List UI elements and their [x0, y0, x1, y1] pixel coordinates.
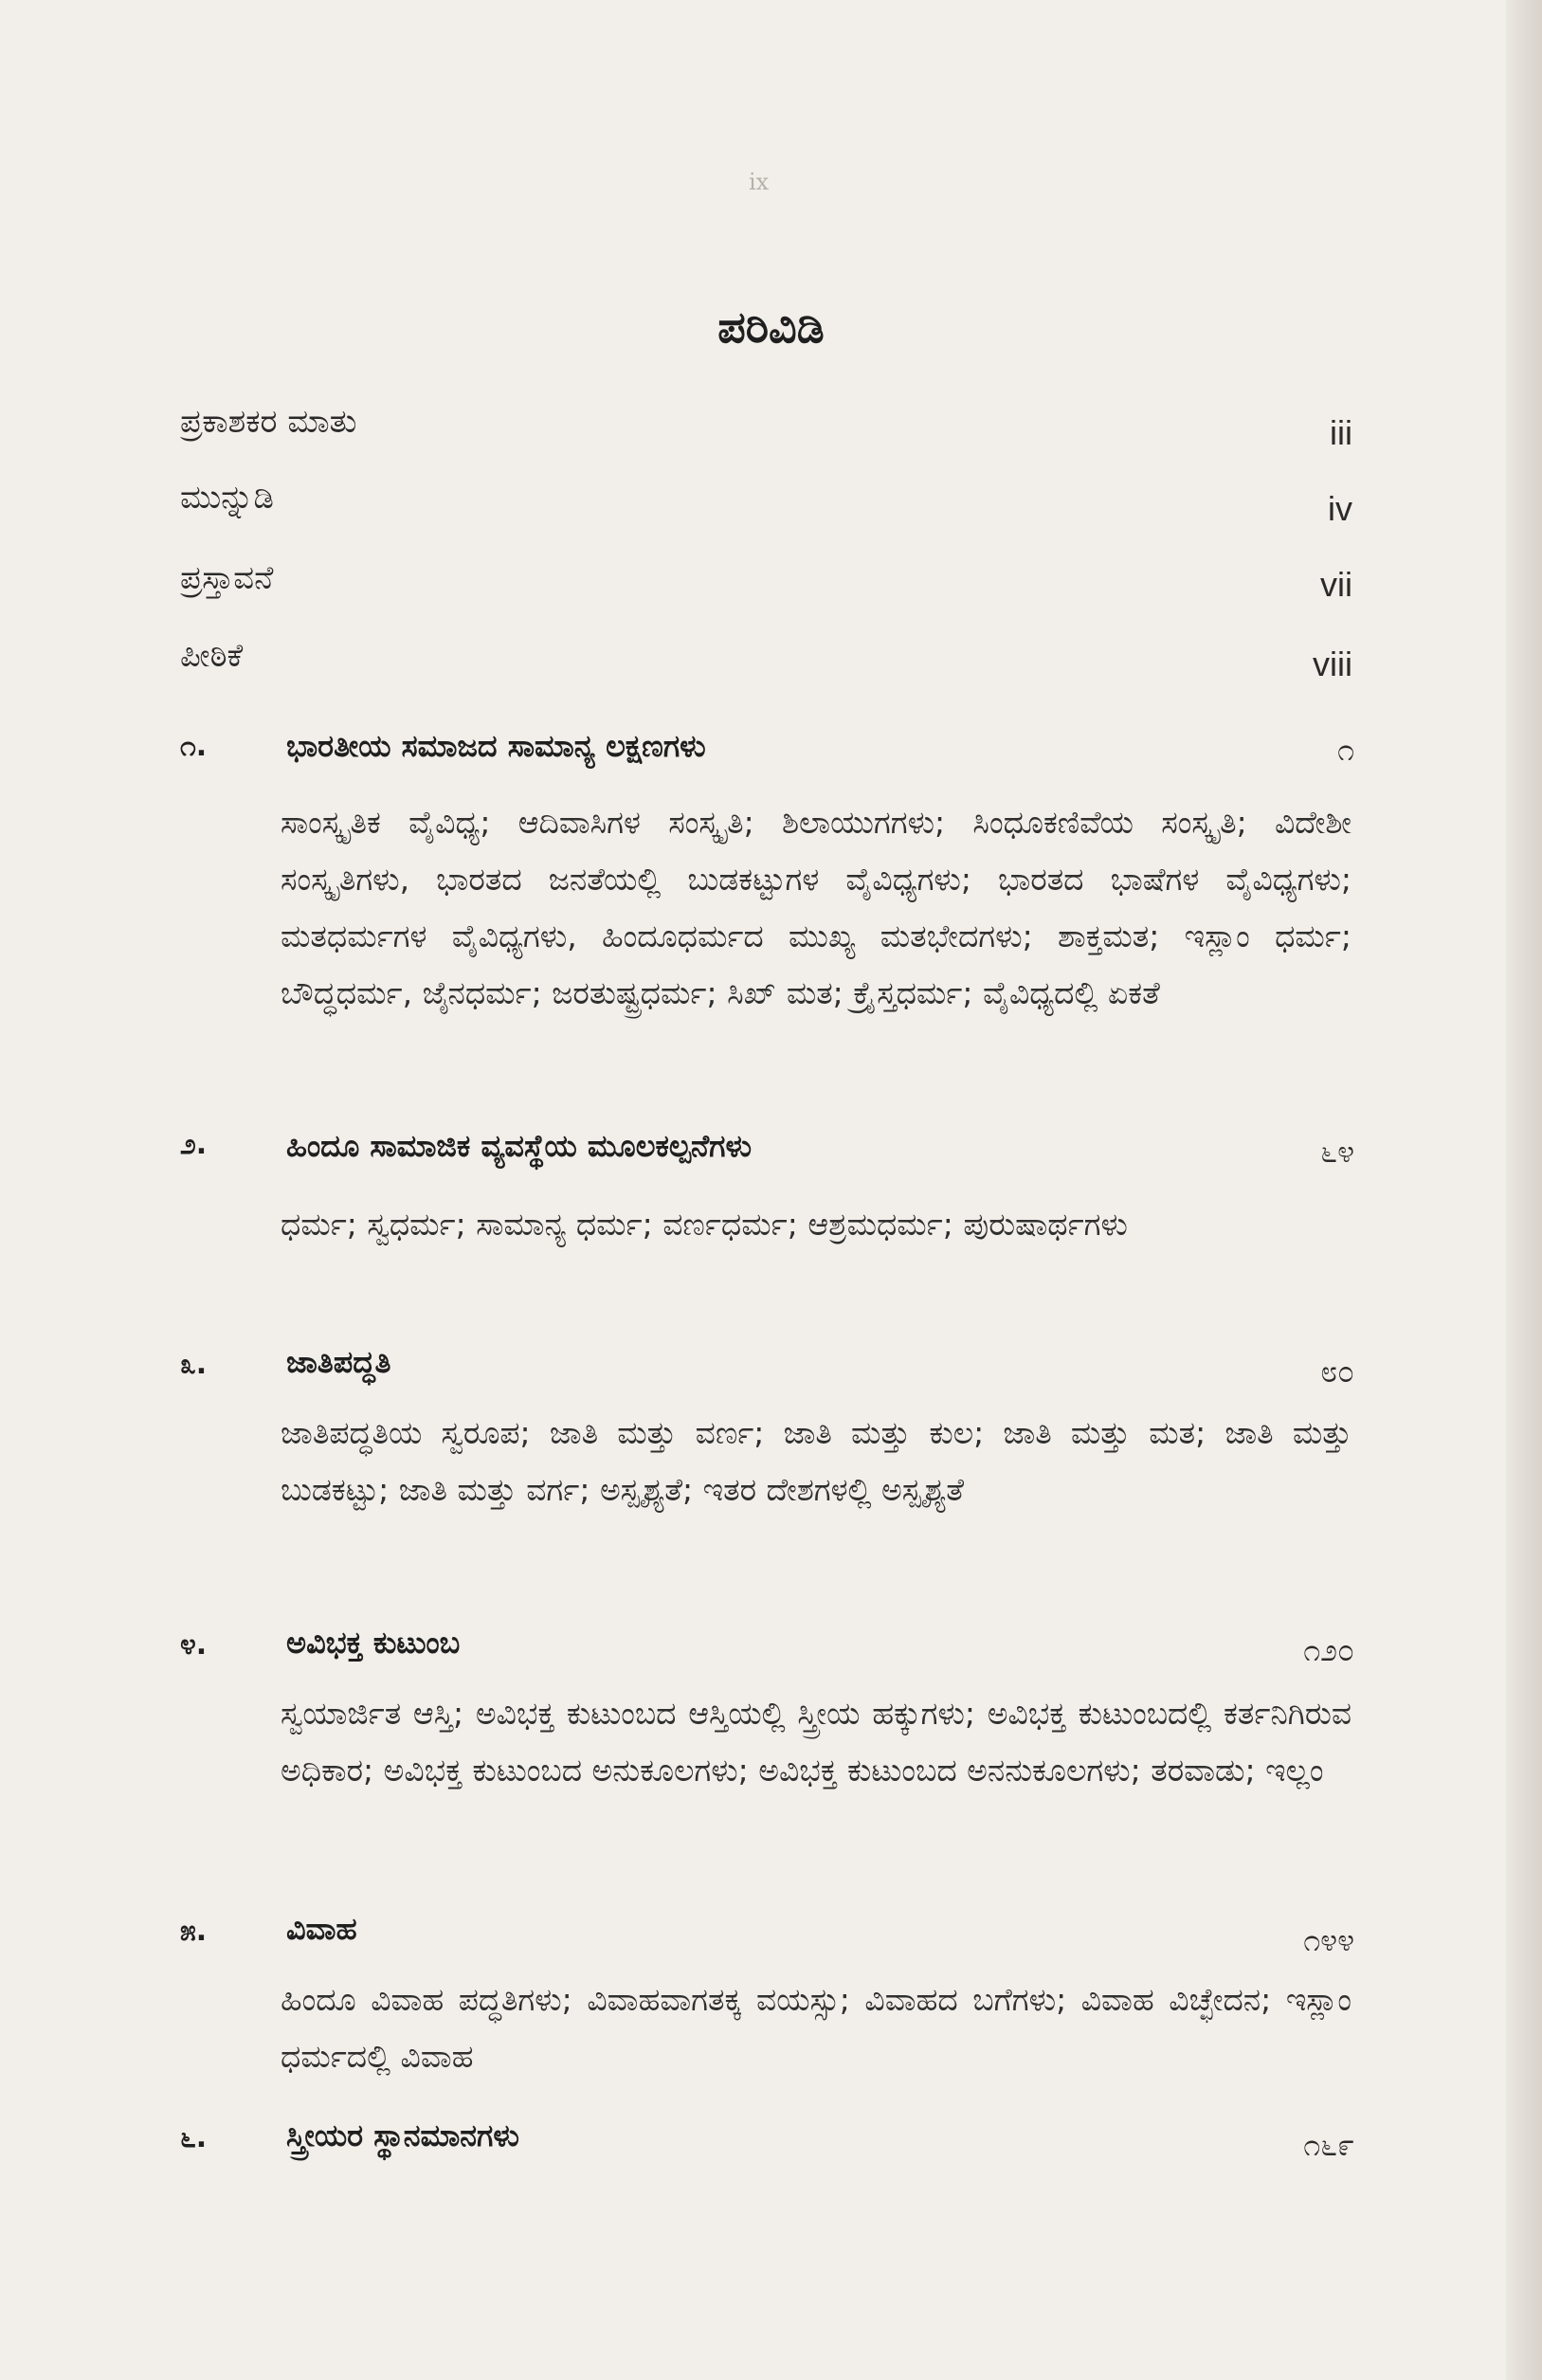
chapter-number: ೪.	[180, 1628, 208, 1662]
chapter-page: ೧೬೯	[1303, 2127, 1354, 2163]
chapter-page: ೧೨೦	[1303, 1632, 1354, 1668]
chapter-contents: ಜಾತಿಪದ್ಧತಿಯ ಸ್ವರೂಪ; ಜಾತಿ ಮತ್ತು ವರ್ಣ; ಜಾತಿ ಮತ್ತು ಕುಲ; ಜಾತಿ ಮತ್ತು ಮತ; ಜಾತಿ ಮತ್ತು ಬುಡಕಟ್ಟು; ಜಾತಿ ಮತ್ತು ವರ್ಗ; ಅಸ್ಪೃಶ್ಯತೆ; ಇತರ ದೇಶಗಳಲ್ಲಿ ಅಸ್ಪೃಶ್ಯತೆ	[281, 1414, 1352, 1508]
front-matter-page: viii	[1313, 645, 1352, 683]
chapter-title: ವಿವಾಹ	[286, 1911, 357, 1947]
chapter-number: ೧.	[180, 730, 208, 763]
chapter-page: ೧	[1337, 732, 1354, 768]
chapter-title: ಹಿಂದೂ ಸಾಮಾಜಿಕ ವ್ಯವಸ್ಥೆಯ ಮೂಲಕಲ್ಪನೆಗಳು	[286, 1128, 752, 1164]
chapter-title: ಭಾರತೀಯ ಸಮಾಜದ ಸಾಮಾನ್ಯ ಲಕ್ಷಣಗಳು	[286, 728, 706, 764]
chapter-contents: ಹಿಂದೂ ವಿವಾಹ ಪದ್ಧತಿಗಳು; ವಿವಾಹವಾಗತಕ್ಕ ವಯಸ್ಸು; ವಿವಾಹದ ಬಗೆಗಳು; ವಿವಾಹ ವಿಚ್ಛೇದನ; ಇಸ್ಲಾಂ ಧರ್ಮದಲ್ಲಿ ವಿವಾಹ	[281, 1981, 1352, 2075]
front-matter-page: iv	[1328, 489, 1352, 528]
chapter-page: ೬೪	[1320, 1134, 1354, 1170]
front-matter-label: ಪೀಠಿಕೆ	[180, 637, 244, 675]
chapter-contents: ಸ್ವಯಾರ್ಜಿತ ಆಸ್ತಿ; ಅವಿಭಕ್ತ ಕುಟುಂಬದ ಆಸ್ತಿಯಲ್ಲಿ ಸ್ತ್ರೀಯ ಹಕ್ಕುಗಳು; ಅವಿಭಕ್ತ ಕುಟುಂಬದಲ್ಲಿ ಕರ್ತನಿಗಿರುವ ಅಧಿಕಾರ; ಅವಿಭಕ್ತ ಕುಟುಂಬದ ಅನುಕೂಲಗಳು; ಅವಿಭಕ್ತ ಕುಟುಂಬದ ಅನನುಕೂಲಗಳು; ತರವಾಡು; ಇಲ್ಲಂ	[281, 1695, 1352, 1789]
chapter-number: ೬.	[180, 2121, 208, 2154]
chapter-page: ೮೦	[1320, 1354, 1354, 1390]
page-title: ಪರಿವಿಡಿ	[717, 301, 825, 353]
front-matter-label: ಮುನ್ನುಡಿ	[180, 479, 274, 517]
chapter-number: ೩.	[180, 1348, 208, 1381]
chapter-title: ಸ್ತ್ರೀಯರ ಸ್ಥಾನಮಾನಗಳು	[286, 2117, 519, 2153]
chapter-title: ಅವಿಭಕ್ತ ಕುಟುಂಬ	[286, 1625, 461, 1661]
front-matter-label: ಪ್ರಕಾಶಕರ ಮಾತು	[180, 403, 357, 441]
page-number: ix	[749, 169, 770, 195]
chapter-number: ೫.	[180, 1915, 208, 1948]
front-matter-page: vii	[1320, 565, 1352, 604]
chapter-contents: ಸಾಂಸ್ಕೃತಿಕ ವೈವಿಧ್ಯ; ಆದಿವಾಸಿಗಳ ಸಂಸ್ಕೃತಿ; ಶಿಲಾಯುಗಗಳು; ಸಿಂಧೂಕಣಿವೆಯ ಸಂಸ್ಕೃತಿ; ವಿದೇಶೀ ಸಂಸ್ಕೃತಿಗಳು, ಭಾರತದ ಜನತೆಯಲ್ಲಿ ಬುಡಕಟ್ಟುಗಳ ವೈವಿಧ್ಯಗಳು; ಭಾರತದ ಭಾಷೆಗಳ ವೈವಿಧ್ಯಗಳು; ಮತಧರ್ಮಗಳ ವೈವಿಧ್ಯಗಳು, ಹಿಂದೂಧರ್ಮದ ಮುಖ್ಯ ಮತಭೇದಗಳು; ಶಾಕ್ತಮತ; ಇಸ್ಲಾಂ ಧರ್ಮ; ಬೌದ್ಧಧರ್ಮ, ಜೈನಧರ್ಮ; ಜರತುಷ್ಟ್ರಧರ್ಮ; ಸಿಖ್ ಮತ; ಕ್ರೈಸ್ತಧರ್ಮ; ವೈವಿಧ್ಯದಲ್ಲಿ ಏಕತೆ	[281, 804, 1352, 1011]
chapter-title: ಜಾತಿಪದ್ಧತಿ	[286, 1344, 391, 1380]
page-edge-shadow	[1506, 0, 1542, 2380]
front-matter-page: iii	[1330, 413, 1352, 452]
chapter-contents: ಧರ್ಮ; ಸ್ವಧರ್ಮ; ಸಾಮಾನ್ಯ ಧರ್ಮ; ವರ್ಣಧರ್ಮ; ಆಶ್ರಮಧರ್ಮ; ಪುರುಷಾರ್ಥಗಳು	[281, 1206, 1128, 1243]
chapter-number: ೨.	[180, 1128, 208, 1161]
front-matter-label: ಪ್ರಸ್ತಾವನೆ	[180, 559, 274, 597]
chapter-page: ೧೪೪	[1303, 1922, 1354, 1958]
